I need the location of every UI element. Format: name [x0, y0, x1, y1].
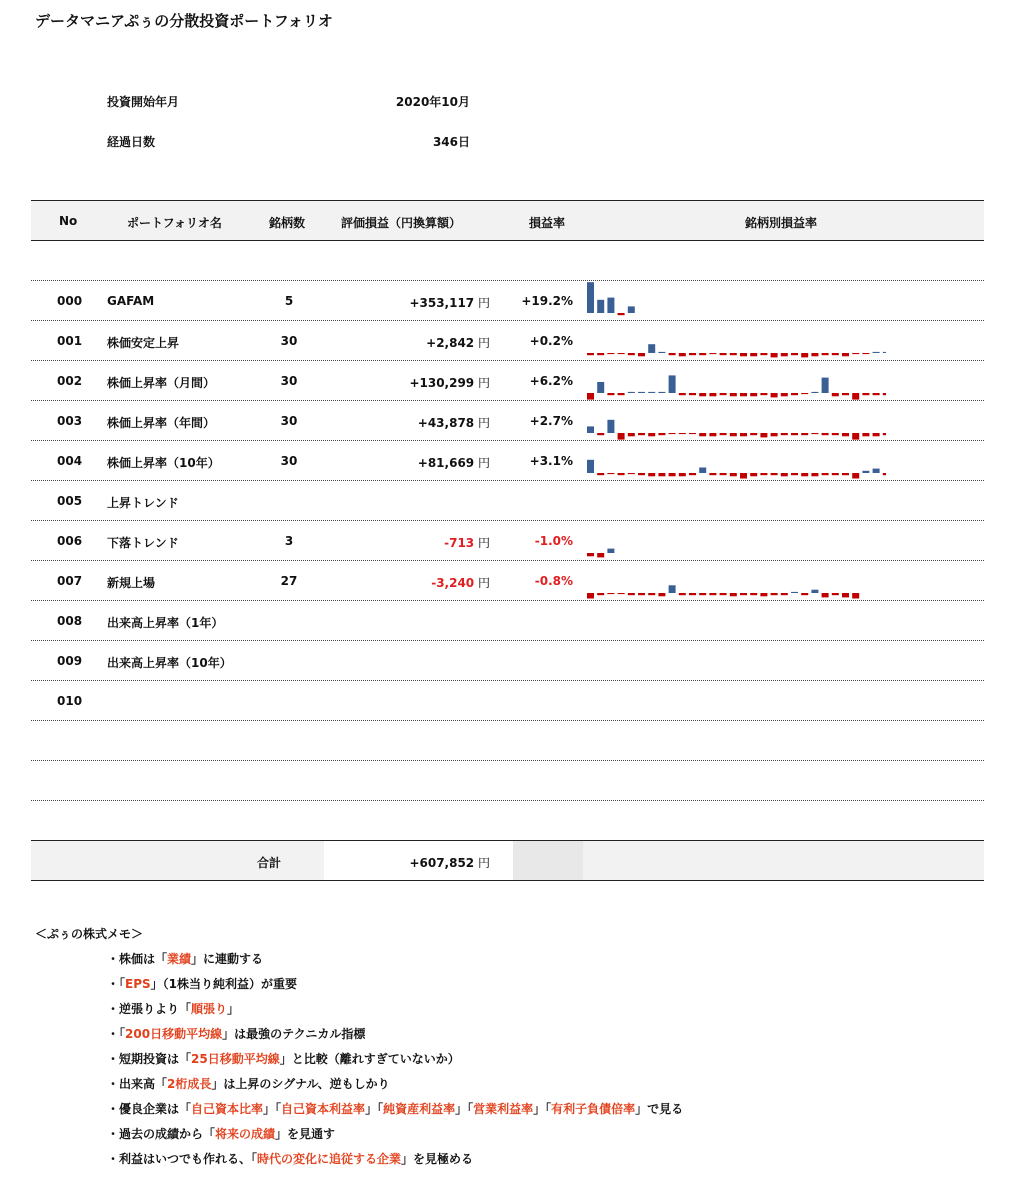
sparkline-bar: [781, 593, 788, 595]
sparkline-bar: [587, 460, 594, 473]
row-name: 株価安定上昇: [107, 336, 180, 350]
memo-highlight: 将来の成績: [215, 1127, 276, 1141]
header-count: 銘柄数: [269, 216, 306, 230]
row-value-unit: 円: [477, 416, 490, 430]
sparkline-bar: [750, 473, 757, 476]
sparkline-bar: [801, 393, 808, 394]
table-row: [31, 801, 984, 841]
row-count: 30: [280, 374, 298, 388]
row-rate: -1.0%: [534, 534, 573, 548]
sparkline-bar: [862, 471, 869, 473]
sparkline-bar: [811, 473, 818, 476]
sparkline-bar: [638, 593, 645, 595]
sparkline-bar: [679, 593, 686, 595]
sparkline-bar: [801, 473, 808, 476]
row-value-number: +353,117: [409, 296, 475, 310]
total-value-number: +607,852: [409, 856, 475, 870]
row-name: 下落トレンド: [107, 536, 179, 550]
sparkline-bar: [760, 353, 767, 355]
start-date-value: 2020年10月: [395, 95, 470, 109]
sparkline-bar: [699, 393, 706, 396]
total-row: [31, 840, 984, 881]
sparkline-bar: [873, 352, 880, 353]
memo-line: [107, 1000, 239, 1017]
sparkline-bar: [791, 353, 798, 355]
sparkline-bar: [771, 593, 778, 595]
sparkline-bar: [587, 593, 594, 599]
sparkline-bar: [648, 433, 655, 436]
row-value-number: +130,299: [409, 376, 475, 390]
sparkline-bar: [720, 473, 727, 475]
memo-line: [107, 1025, 365, 1042]
sparkline-bar: [740, 473, 747, 479]
memo-text: ・優良企業は「: [107, 1102, 192, 1116]
memo-text: 」は上昇のシグナル、逆もしかり: [211, 1077, 390, 1091]
sparkline-bar: [618, 313, 625, 315]
sparkline-bar: [638, 392, 645, 393]
sparkline-bar: [689, 353, 696, 355]
table-header: [31, 200, 984, 241]
memo-highlight: EPS: [125, 977, 151, 991]
table-row: [31, 521, 984, 561]
sparkline-bar: [822, 473, 829, 475]
memo-line: [107, 975, 297, 992]
sparkline-bar: [842, 353, 849, 356]
sparkline-bar: [720, 433, 727, 435]
sparkline-bar: [669, 433, 676, 434]
sparkline-bar: [873, 433, 880, 436]
row-name: 出来高上昇率（10年）: [107, 656, 232, 670]
total-rate-bg: [513, 841, 583, 880]
sparkline-bar: [730, 353, 737, 355]
row-value-number: +81,669: [417, 456, 475, 470]
sparkline-bar: [607, 420, 614, 433]
memo-line: [107, 1100, 683, 1117]
memo-highlight: 業績: [167, 952, 192, 966]
sparkline-bar: [648, 593, 655, 595]
sparkline-bar: [679, 393, 686, 395]
sparkline-bar: [607, 549, 614, 553]
row-count: 30: [280, 454, 298, 468]
memo-line: [107, 1075, 390, 1092]
sparkline-bar: [597, 300, 604, 313]
memo-text: 」「: [365, 1102, 384, 1116]
memo-text: 」を見極める: [401, 1152, 474, 1166]
sparkline-bar: [607, 353, 614, 354]
header-spark: 銘柄別損益率: [745, 216, 818, 230]
total-label: 合計: [257, 856, 282, 870]
memo-highlight: 営業利益率: [473, 1102, 534, 1116]
sparkline-bar: [873, 393, 880, 395]
row-value: [331, 294, 490, 311]
row-sparkline: [586, 281, 886, 321]
table-row: [31, 361, 984, 401]
row-value: [331, 374, 490, 391]
sparkline-bar: [638, 473, 645, 475]
total-value-unit: 円: [477, 856, 490, 870]
memo-line: [107, 1150, 473, 1167]
memo-text: 」（1株当り純利益）が重要: [150, 977, 298, 991]
table-row: [31, 401, 984, 441]
sparkline-bar: [822, 378, 829, 393]
memo-text: ・過去の成績から「: [107, 1127, 216, 1141]
header-no: No: [59, 214, 78, 228]
sparkline-bar: [638, 433, 645, 435]
sparkline-bar: [862, 353, 869, 354]
sparkline-bar: [628, 306, 635, 313]
memo-text: ・「: [107, 1027, 126, 1041]
table-row: [31, 601, 984, 641]
sparkline-bar: [618, 393, 625, 395]
sparkline-bar: [689, 593, 696, 595]
memo-highlight: 自己資本利益率: [281, 1102, 366, 1116]
memo-text: ・「: [107, 977, 126, 991]
table-row: [31, 641, 984, 681]
sparkline-bar: [740, 393, 747, 396]
table-row: [31, 321, 984, 361]
sparkline-bar: [771, 433, 778, 436]
table-row: [31, 681, 984, 721]
row-sparkline: [586, 321, 886, 361]
sparkline-bar: [679, 433, 686, 434]
row-rate: +2.7%: [529, 414, 573, 428]
sparkline-bar: [720, 353, 727, 355]
sparkline-bar: [842, 593, 849, 597]
sparkline-bar: [771, 473, 778, 475]
sparkline-bar: [597, 473, 604, 475]
sparkline-bar: [862, 393, 869, 395]
sparkline-bar: [730, 433, 737, 436]
sparkline-bar: [852, 593, 859, 599]
sparkline-bar: [658, 473, 665, 476]
sparkline-bar: [852, 393, 859, 400]
table-row: [31, 761, 984, 801]
sparkline-bar: [709, 393, 716, 396]
sparkline-bar: [709, 473, 716, 475]
sparkline-bar: [760, 593, 767, 596]
sparkline-bar: [760, 433, 767, 437]
row-no: 002: [57, 374, 83, 388]
sparkline-bar: [587, 426, 594, 433]
row-no: 009: [57, 654, 83, 668]
sparkline-bar: [628, 392, 635, 393]
sparkline-bar: [822, 593, 829, 597]
sparkline-bar: [791, 433, 798, 435]
memo-text: ・利益はいつでも作れる、「: [107, 1152, 258, 1166]
sparkline-bar: [781, 473, 788, 476]
row-name: 株価上昇率（10年）: [107, 456, 220, 470]
sparkline-bar: [628, 353, 635, 355]
row-rate: +0.2%: [529, 334, 573, 348]
sparkline-bar: [832, 473, 839, 475]
sparkline-bar: [832, 593, 839, 595]
memo-highlight: 25日移動平均線: [191, 1052, 280, 1066]
sparkline-bar: [730, 473, 737, 476]
sparkline-bar: [842, 473, 849, 475]
sparkline-bar: [689, 393, 696, 395]
sparkline-bar: [658, 352, 665, 353]
memo-text: 」「: [533, 1102, 552, 1116]
memo-highlight: 純資産利益率: [383, 1102, 456, 1116]
memo-text: 」で見る: [635, 1102, 684, 1116]
sparkline-bar: [760, 473, 767, 475]
sparkline-bar: [883, 393, 886, 395]
row-rate: -0.8%: [534, 574, 573, 588]
memo-line: [107, 1050, 460, 1067]
sparkline-bar: [679, 473, 686, 476]
sparkline-bar: [822, 353, 829, 355]
sparkline-bar: [842, 393, 849, 395]
row-value-unit: 円: [477, 536, 490, 550]
row-name: 出来高上昇率（1年）: [107, 616, 224, 630]
memo-text: 」「: [455, 1102, 474, 1116]
memo-text: 」「: [263, 1102, 282, 1116]
memo-highlight: 2桁成長: [167, 1077, 212, 1091]
sparkline-bar: [587, 553, 594, 556]
elapsed-days-label: 経過日数: [107, 135, 156, 149]
row-no: 003: [57, 414, 83, 428]
table-spacer-row: [31, 241, 984, 281]
memo-highlight: 順張り: [191, 1002, 228, 1016]
sparkline-bar: [883, 473, 886, 475]
sparkline-bar: [597, 593, 604, 595]
row-sparkline: [586, 441, 886, 481]
sparkline-bar: [648, 344, 655, 353]
sparkline-bar: [648, 392, 655, 393]
row-value-unit: 円: [477, 376, 490, 390]
memo-text: 」: [227, 1002, 240, 1016]
sparkline-bar: [638, 353, 645, 356]
sparkline-bar: [587, 282, 594, 313]
memo-highlight: 有利子負債倍率: [551, 1102, 636, 1116]
sparkline-bar: [801, 593, 808, 595]
row-name: 株価上昇率（年間）: [107, 416, 216, 430]
row-name: GAFAM: [107, 294, 155, 308]
memo-text: 」に連動する: [191, 952, 264, 966]
sparkline-bar: [883, 433, 886, 435]
sparkline-bar: [709, 593, 716, 595]
table-row: [31, 481, 984, 521]
sparkline-bar: [811, 353, 818, 356]
sparkline-bar: [720, 593, 727, 595]
sparkline-bar: [791, 592, 798, 593]
memo-title: ＜ぷぅの株式メモ＞: [35, 927, 144, 941]
sparkline-bar: [740, 353, 747, 356]
sparkline-bar: [740, 433, 747, 436]
sparkline-bar: [597, 353, 604, 355]
table-row: [31, 561, 984, 601]
memo-text: 」を見通す: [275, 1127, 336, 1141]
sparkline-bar: [597, 382, 604, 393]
sparkline-bar: [618, 353, 625, 354]
header-rate: 損益率: [529, 216, 566, 230]
memo-line: [107, 950, 263, 967]
sparkline-bar: [699, 353, 706, 355]
sparkline-bar: [607, 393, 614, 395]
sparkline-bar: [658, 593, 665, 596]
row-value-unit: 円: [477, 296, 490, 310]
sparkline-bar: [750, 393, 757, 396]
memo-text: 」は最強のテクニカル指標: [222, 1027, 366, 1041]
row-value: [331, 454, 490, 471]
sparkline-bar: [852, 473, 859, 479]
sparkline-bar: [832, 433, 839, 435]
sparkline-bar: [669, 375, 676, 393]
memo-text: ・逆張りより「: [107, 1002, 192, 1016]
row-value-number: +43,878: [417, 416, 475, 430]
header-name: ポートフォリオ名: [127, 216, 222, 230]
row-no: 008: [57, 614, 83, 628]
sparkline-bar: [658, 392, 665, 393]
sparkline-bar: [811, 433, 818, 434]
row-rate: +3.1%: [529, 454, 573, 468]
row-sparkline: [586, 521, 886, 561]
sparkline-bar: [597, 553, 604, 557]
sparkline-bar: [658, 433, 665, 435]
row-value: [331, 534, 490, 551]
sparkline-bar: [607, 593, 614, 594]
sparkline-bar: [730, 393, 737, 396]
row-value-number: -3,240: [431, 576, 475, 590]
row-value-unit: 円: [477, 336, 490, 350]
row-count: 30: [280, 414, 298, 428]
sparkline-bar: [628, 433, 635, 436]
memo-highlight: 200日移動平均線: [125, 1027, 223, 1041]
sparkline-bar: [883, 352, 886, 353]
header-value: 評価損益（円換算額）: [341, 216, 462, 230]
row-no: 000: [57, 294, 83, 308]
sparkline-bar: [618, 473, 625, 475]
row-no: 006: [57, 534, 83, 548]
row-rate: +6.2%: [529, 374, 573, 388]
memo-highlight: 自己資本比率: [191, 1102, 264, 1116]
row-sparkline: [586, 561, 886, 601]
sparkline-bar: [709, 353, 716, 354]
row-count: 27: [280, 574, 298, 588]
row-name: 新規上場: [107, 576, 156, 590]
row-sparkline: [586, 361, 886, 401]
sparkline-bar: [587, 393, 594, 400]
memo-text: ・短期投資は「: [107, 1052, 192, 1066]
row-name: 上昇トレンド: [107, 496, 179, 510]
table-row: [31, 721, 984, 761]
row-value: [331, 334, 490, 351]
sparkline-bar: [811, 590, 818, 593]
sparkline-bar: [801, 433, 808, 435]
row-name: 株価上昇率（月間）: [107, 376, 216, 390]
sparkline-bar: [811, 392, 818, 393]
row-sparkline: [586, 401, 886, 441]
sparkline-bar: [873, 469, 880, 473]
sparkline-bar: [628, 473, 635, 474]
sparkline-bar: [771, 353, 778, 357]
sparkline-bar: [781, 353, 788, 356]
row-no: 010: [57, 694, 83, 708]
sparkline-bar: [709, 433, 716, 436]
table-row: [31, 441, 984, 481]
row-rate: +19.2%: [521, 294, 573, 308]
sparkline-bar: [699, 593, 706, 595]
sparkline-bar: [842, 433, 849, 436]
row-value-number: +2,842: [426, 336, 475, 350]
row-no: 005: [57, 494, 83, 508]
elapsed-days-value: 346日: [432, 135, 470, 149]
memo-line: [107, 1125, 335, 1142]
memo-text: 」と比較（離れすぎていないか）: [279, 1052, 460, 1066]
sparkline-bar: [862, 433, 869, 436]
row-no: 001: [57, 334, 83, 348]
start-date-label: 投資開始年月: [107, 95, 180, 109]
table-row: [31, 281, 984, 321]
sparkline-bar: [648, 473, 655, 476]
memo-highlight: 時代の変化に追従する企業: [257, 1152, 402, 1166]
row-value-unit: 円: [477, 576, 490, 590]
sparkline-bar: [750, 433, 757, 435]
sparkline-bar: [628, 593, 635, 595]
sparkline-bar: [750, 353, 757, 356]
row-count: 5: [284, 294, 294, 308]
sparkline-bar: [669, 473, 676, 476]
sparkline-bar: [801, 353, 808, 357]
sparkline-bar: [791, 393, 798, 395]
sparkline-bar: [750, 593, 757, 595]
sparkline-bar: [689, 433, 696, 434]
row-no: 007: [57, 574, 83, 588]
sparkline-bar: [760, 393, 767, 395]
sparkline-bar: [852, 353, 859, 354]
sparkline-bar: [781, 433, 788, 435]
row-value: [331, 414, 490, 431]
sparkline-bar: [699, 433, 706, 436]
memo-text: ・株価は「: [107, 952, 168, 966]
sparkline-bar: [689, 473, 696, 475]
row-no: 004: [57, 454, 83, 468]
sparkline-bar: [587, 353, 594, 355]
sparkline-bar: [669, 585, 676, 593]
memo-text: ・出来高「: [107, 1077, 168, 1091]
sparkline-bar: [699, 468, 706, 474]
sparkline-bar: [618, 593, 625, 594]
sparkline-bar: [832, 393, 839, 396]
sparkline-bar: [720, 393, 727, 395]
sparkline-bar: [791, 473, 798, 475]
row-value-number: -713: [444, 536, 475, 550]
sparkline-bar: [740, 593, 747, 595]
total-value: [331, 854, 490, 871]
sparkline-bar: [669, 353, 676, 355]
sparkline-bar: [781, 393, 788, 396]
sparkline-bar: [607, 298, 614, 313]
row-value-unit: 円: [477, 456, 490, 470]
sparkline-bar: [730, 593, 737, 596]
row-count: 3: [284, 534, 294, 548]
row-count: 30: [280, 334, 298, 348]
sparkline-bar: [618, 433, 625, 440]
sparkline-bar: [822, 433, 829, 435]
sparkline-bar: [597, 433, 604, 435]
sparkline-bar: [832, 353, 839, 355]
portfolio-table: [31, 200, 984, 841]
sparkline-bar: [852, 433, 859, 440]
table-body: [31, 281, 984, 841]
sparkline-bar: [607, 473, 614, 474]
sparkline-bar: [771, 393, 778, 397]
sparkline-bar: [679, 353, 686, 356]
page-title: データマニアぷぅの分散投資ポートフォリオ: [35, 12, 333, 30]
row-value: [331, 574, 490, 591]
